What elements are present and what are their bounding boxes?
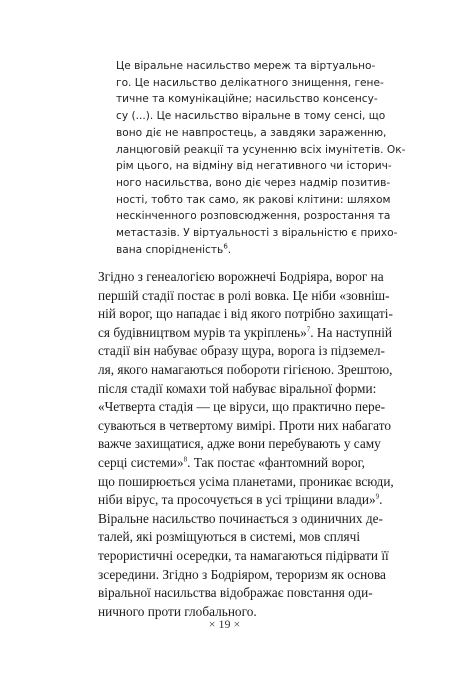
text-line-content: після стадії комахи той набуває віральної форми: — [98, 380, 377, 396]
quote-line: воно діє не навпростець, а завдяки зараженню, — [116, 126, 387, 139]
text-line-content: серці системи» — [98, 454, 184, 470]
text-line — [98, 398, 398, 417]
text-line-content: ничного проти глобального. — [98, 603, 257, 619]
text-line — [98, 547, 398, 566]
text-line — [98, 417, 398, 436]
footnote-marker[interactable]: 6 — [223, 242, 228, 251]
text-line — [98, 510, 398, 529]
quote-line: ланцюговій реакції та усуненню всіх імунітетів. Ок- — [116, 143, 406, 156]
text-line — [98, 342, 398, 361]
quote-line: су (...). Це насильство віральне в тому сенсі, що — [116, 110, 386, 123]
text-line — [98, 584, 398, 603]
text-line — [98, 380, 398, 399]
text-line-content: першій стадії постає в ролі вовка. Це ніби «зовніш- — [98, 287, 390, 303]
text-line-content: Згідно з генеалогією ворожнечі Бодріяра, ворог на — [98, 269, 384, 284]
text-line-content: талей, які розміщуються в системі, мов сплячі — [98, 529, 361, 545]
quote-line: тичне та комунікаційне; насильство консенсу- — [116, 93, 378, 106]
footnote-marker[interactable]: 9 — [375, 492, 380, 501]
quote-line: го. Це насильство делікатного знищення, гене- — [116, 76, 384, 89]
quote-line: нескінченного розповсюдження, розростання та — [116, 210, 391, 223]
quote-line: метастазів. У віртуальності з віральністю є прихо- — [116, 227, 398, 240]
text-line — [98, 566, 398, 585]
text-line-tail: . Так постає «фантомний ворог, — [187, 454, 365, 470]
text-line — [98, 268, 398, 287]
main-paragraph — [98, 268, 398, 621]
text-line-content: що поширюється усіма планетами, проникає всюди, — [98, 473, 394, 489]
quote-line-text: вана спорідненість — [116, 243, 224, 256]
text-line-tail: . — [379, 492, 383, 508]
page-number: × 19 × — [208, 617, 241, 631]
text-line — [98, 435, 398, 454]
text-line — [98, 473, 398, 492]
text-line — [98, 324, 398, 343]
footnote-marker[interactable]: 8 — [183, 455, 188, 464]
text-line-content: «Четверта стадія — це віруси, що практично пере- — [98, 399, 386, 415]
quote-line: рім цього, на відміну від негативного чи історич- — [116, 160, 392, 173]
text-line-content: суваються в четвертому вимірі. Проти них набагато — [98, 417, 392, 433]
text-line-tail: . На наступній — [310, 324, 393, 340]
text-line — [98, 305, 398, 324]
quote-line: Це віральне насильство мереж та віртуально- — [116, 60, 376, 72]
text-line-content: ля, якого намагаються побороти гігієною. Зрештою, — [98, 361, 393, 377]
text-line-content: стадії він набуває образу щура, ворога із підземел- — [98, 343, 385, 359]
text-line-content: терористичні осередки, та намагаються підірвати її — [98, 547, 389, 563]
text-line — [98, 361, 398, 380]
text-line — [98, 454, 398, 473]
quote-line: ного насильства, воно діє через надмір позитив- — [116, 176, 391, 189]
quote-line: ності, тобто так само, як ракові клітини: шляхом — [116, 193, 391, 206]
block-quote — [116, 58, 406, 258]
text-line — [98, 287, 398, 306]
text-line — [98, 528, 398, 547]
text-line-content: ніби вірус, та просочується в усі тріщини влади» — [98, 492, 376, 508]
text-line-content: Віральне насильство починається з одиничних де- — [98, 510, 383, 526]
text-line-content: ся будівництвом мурів та укріплень» — [98, 324, 307, 340]
quote-line: вана спорідненість$^6$. — [116, 242, 232, 256]
text-line-content: віральної насильства відображає повстання оди- — [98, 585, 373, 601]
text-line-content: ній ворог, що нападає і від якого потрібно захищаті- — [98, 306, 393, 322]
text-line-content: важче захищатися, адже вони перебувають у саму — [98, 436, 381, 452]
footnote-marker[interactable]: 7 — [306, 325, 311, 334]
text-line-content: зсередини. Згідно з Бодріяром, тероризм як основа — [98, 566, 386, 582]
text-line — [98, 491, 398, 510]
